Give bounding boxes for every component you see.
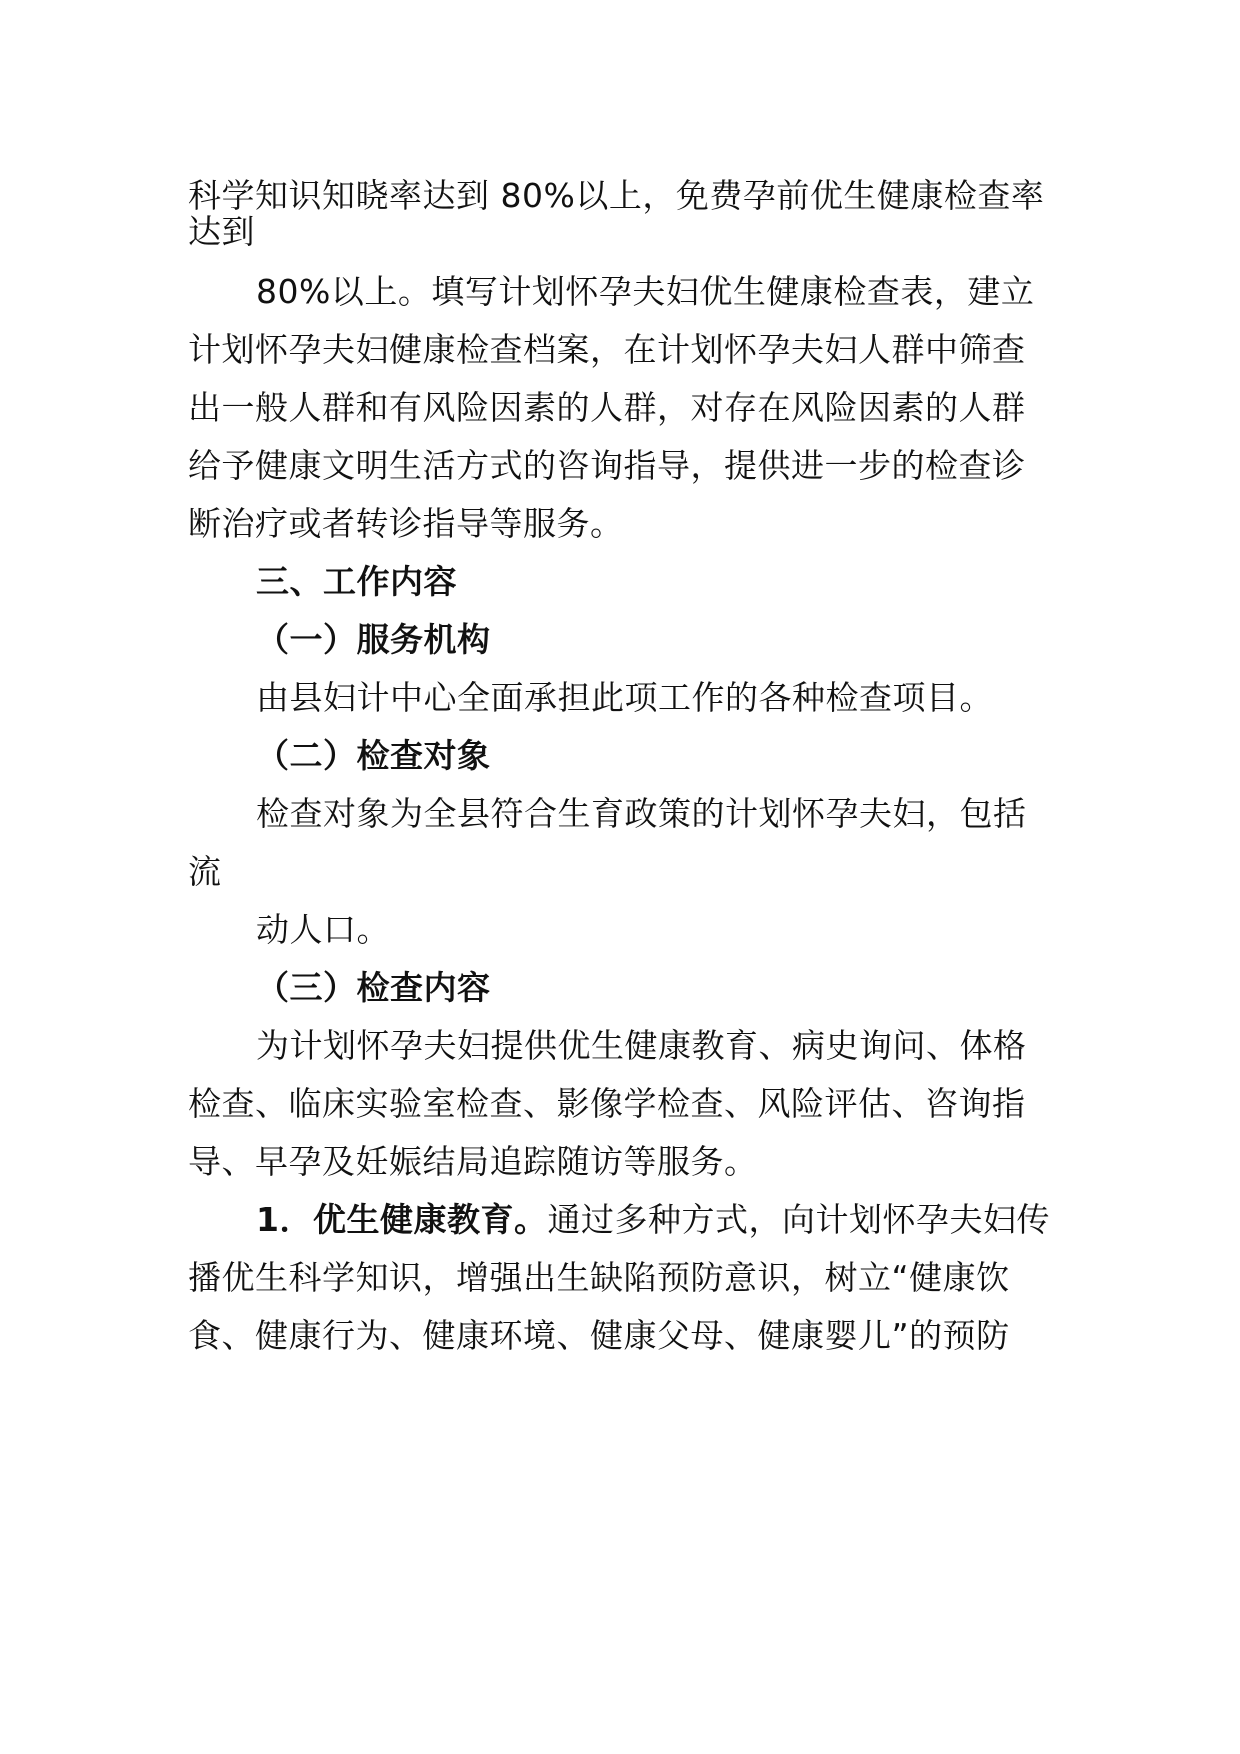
subsection-heading: （二）检查对象 <box>256 736 491 775</box>
body-text-line: 出一般人群和有风险因素的人群，对存在风险因素的人群 <box>188 388 1026 427</box>
section-heading: 三、工作内容 <box>256 562 457 601</box>
body-text-line: 科学知识知晓率达到 80%以上，免费孕前优生健康检查率 <box>188 176 1045 215</box>
body-text-line: 播优生科学知识，增强出生缺陷预防意识，树立“健康饮 <box>188 1258 1010 1297</box>
subsection-heading: （一）服务机构 <box>256 620 491 659</box>
body-text-line: 达到 <box>188 212 255 251</box>
body-text-line: 给予健康文明生活方式的咨询指导，提供进一步的检查诊 <box>188 446 1026 485</box>
numbered-item-text: 通过多种方式，向计划怀孕夫妇传 <box>547 1200 1050 1239</box>
body-text-line: 食、健康行为、健康环境、健康父母、健康婴儿”的预防 <box>188 1316 1010 1355</box>
body-text-line: 流 <box>188 852 222 891</box>
body-text-line: 为计划怀孕夫妇提供优生健康教育、病史询问、体格 <box>256 1026 1027 1065</box>
body-text-line: 检查对象为全县符合生育政策的计划怀孕夫妇，包括 <box>256 794 1027 833</box>
body-text-line: 动人口。 <box>256 910 390 949</box>
numbered-paragraph-line <box>256 1200 1050 1240</box>
numbered-item-heading: 1．优生健康教育。 <box>256 1200 548 1239</box>
body-text-line: 由县妇计中心全面承担此项工作的各种检查项目。 <box>256 678 993 717</box>
body-text-line: 80%以上。填写计划怀孕夫妇优生健康检查表，建立 <box>256 272 1035 311</box>
subsection-heading: （三）检查内容 <box>256 968 491 1007</box>
body-text-line: 断治疗或者转诊指导等服务。 <box>188 504 624 543</box>
body-text-line: 导、早孕及妊娠结局追踪随访等服务。 <box>188 1142 758 1181</box>
body-text-line: 检查、临床实验室检查、影像学检查、风险评估、咨询指 <box>188 1084 1026 1123</box>
body-text-line: 计划怀孕夫妇健康检查档案，在计划怀孕夫妇人群中筛查 <box>188 330 1026 369</box>
